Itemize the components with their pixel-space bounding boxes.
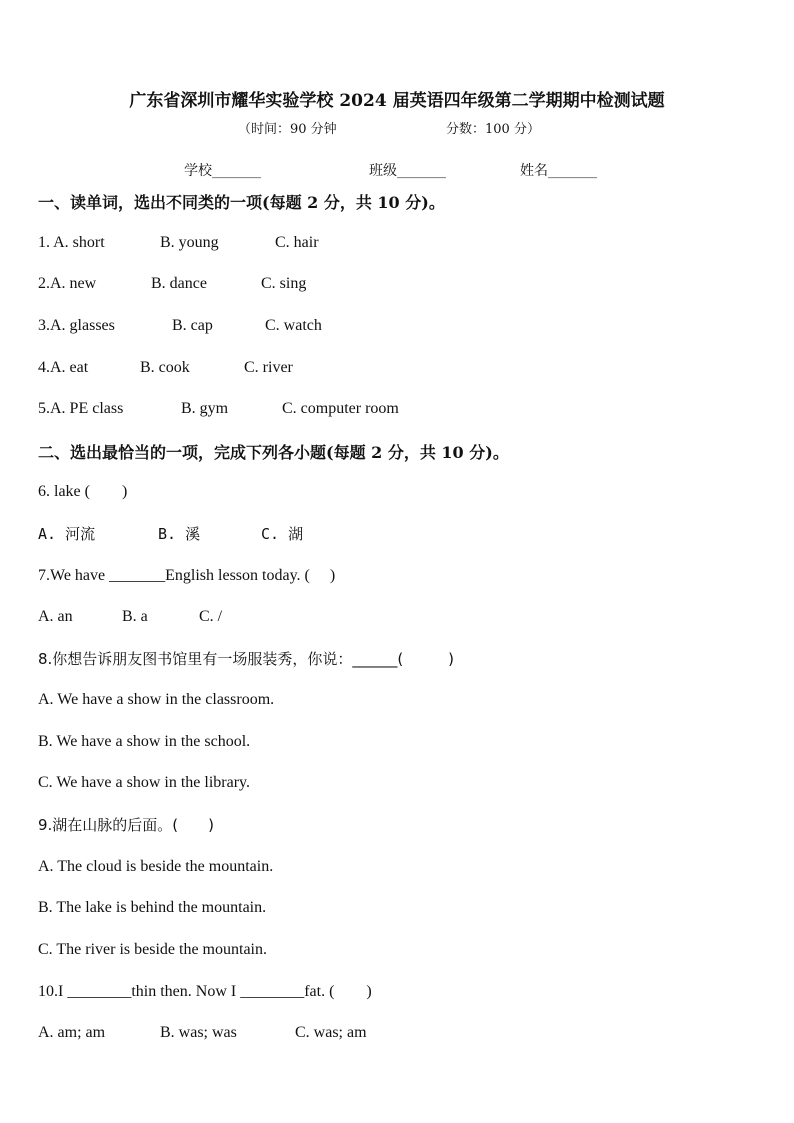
q3-option-c: C. watch — [265, 317, 322, 334]
q7-stem: 7.We have _______English lesson today. ( ) — [38, 567, 336, 584]
q6-stem: 6. lake ( ) — [38, 483, 128, 500]
q4-option-c: C. river — [244, 359, 293, 376]
q9-stem: 9.湖在山脉的后面。( ) — [38, 816, 215, 834]
q4-option-b: B. cook — [140, 359, 190, 376]
q8-stem: 8.你想告诉朋友图书馆里有一场服装秀，你说：______( ) — [38, 650, 455, 668]
q9-option-a: A. The cloud is beside the mountain. — [38, 858, 274, 875]
school-field-label: 学校_______ — [184, 163, 261, 179]
q5-option-c: C. computer room — [282, 400, 399, 417]
exam-time: （时间：90 分钟 — [238, 122, 337, 137]
q10-option-c: C. was; am — [295, 1024, 367, 1041]
page-title: 广东省深圳市耀华实验学校 2024 届英语四年级第二学期期中检测试题 — [129, 91, 665, 111]
q7-option-b: B. a — [122, 608, 148, 625]
q8-option-b: B. We have a show in the school. — [38, 733, 251, 750]
q9-option-c: C. The river is beside the mountain. — [38, 941, 267, 958]
q6-option-c: C. 湖 — [261, 525, 304, 543]
q2-option-a: 2.A. new — [38, 275, 97, 292]
q2-option-b: B. dance — [151, 275, 207, 292]
q10-option-b: B. was; was — [160, 1024, 237, 1041]
name-field-label: 姓名_______ — [520, 163, 597, 179]
q8-option-a: A. We have a show in the classroom. — [38, 691, 275, 708]
q5-option-b: B. gym — [181, 400, 229, 417]
q4-option-a: 4.A. eat — [38, 359, 89, 376]
q9-option-b: B. The lake is behind the mountain. — [38, 899, 267, 916]
section-2-title: 二、选出最恰当的一项，完成下列各小题(每题 2 分，共 10 分)。 — [38, 443, 509, 462]
q6-option-a: A. 河流 — [38, 525, 96, 543]
class-field-label: 班级_______ — [369, 163, 446, 179]
q7-option-a: A. an — [38, 608, 73, 625]
q6-option-b: B. 溪 — [158, 525, 201, 543]
q2-option-c: C. sing — [261, 275, 307, 292]
exam-score: 分数：100 分） — [446, 122, 540, 137]
q1-option-c: C. hair — [275, 234, 319, 251]
q1-option-b: B. young — [160, 234, 219, 251]
q3-option-b: B. cap — [172, 317, 213, 334]
q7-option-c: C. / — [199, 608, 223, 625]
q3-option-a: 3.A. glasses — [38, 317, 115, 334]
q5-option-a: 5.A. PE class — [38, 400, 124, 417]
section-1-title: 一、读单词，选出不同类的一项(每题 2 分，共 10 分)。 — [38, 193, 445, 212]
q10-option-a: A. am; am — [38, 1024, 106, 1041]
q1-option-a: 1. A. short — [38, 234, 105, 251]
q8-option-c: C. We have a show in the library. — [38, 774, 250, 791]
q10-stem: 10.I ________thin then. Now I ________fat. ( ) — [38, 983, 372, 1000]
